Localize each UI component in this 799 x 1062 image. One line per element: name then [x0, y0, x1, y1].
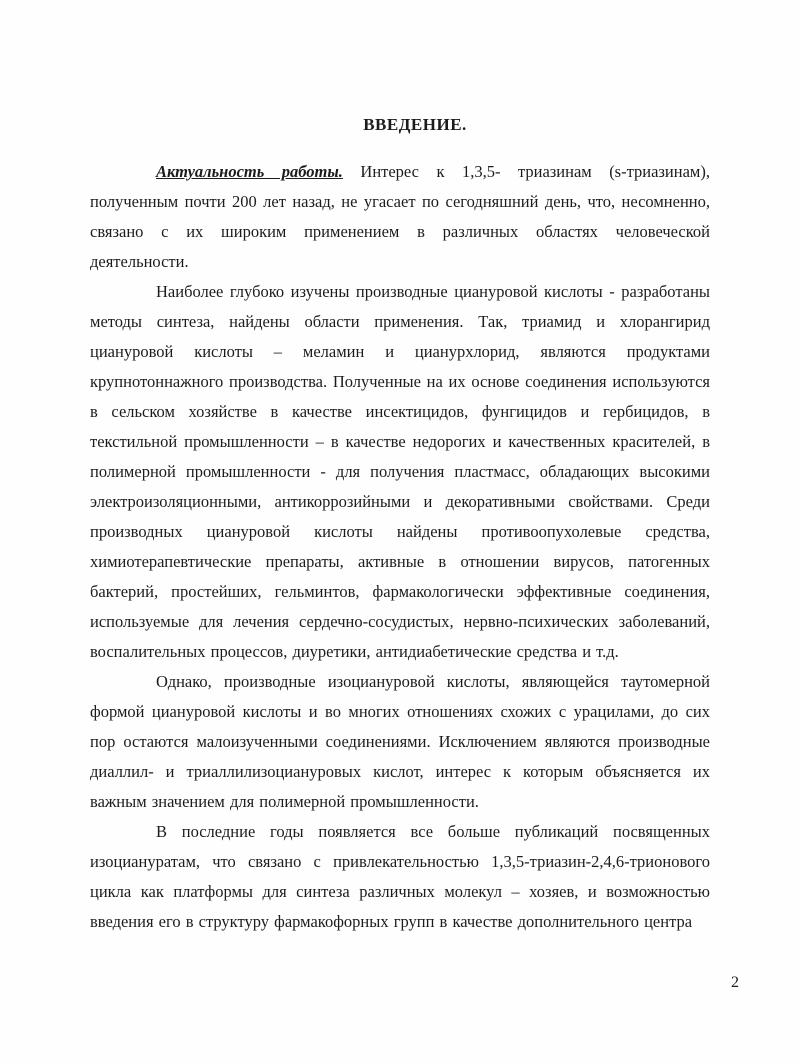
page-number: 2	[731, 974, 739, 991]
document-content	[90, 110, 710, 937]
document-body	[90, 157, 710, 937]
paragraph: Наиболее глубоко изучены производные циануровой кислоты - разработаны методы синтеза, найдены области применения. Так, триамид и хлорангирид циануровой кислоты – меламин и цианурхлорид, являются продуктами крупнотоннажного производства. Полученные на их основе соединения используются в сельском хозяйстве в качестве инсектицидов, фунгицидов и гербицидов, в текстильной промышленности – в качестве недорогих и качественных красителей, в полимерной промышленности - для получения пластмасс, обладающих высокими электроизоляционными, антикоррозийными и декоративными свойствами. Среди производных циануровой кислоты найдены противоопухолевые средства, химиотерапевтические препараты, активные в отношении вирусов, патогенных бактерий, простейших, гельминтов, фармакологически эффективные соединения, используемые для лечения сердечно-сосудистых, нервно-психических заболеваний, воспалительных процессов, диуретики, антидиабетические средства и т.д.	[90, 282, 710, 661]
paragraph: Однако, производные изоциануровой кислоты, являющейся таутомерной формой циануровой кислоты и во многих отношениях схожих с урацилами, до сих пор остаются малоизученными соединениями. Исключением являются производные диаллил- и триаллилизоциануровых кислот, интерес к которым объясняется их важным значением для полимерной промышленности.	[90, 672, 710, 811]
page-title: ВВЕДЕНИЕ.	[363, 115, 467, 134]
paragraph-lead-underlined: Актуальность работы.	[156, 162, 343, 181]
paragraph: В последние годы появляется все больше публикаций посвященных изоциануратам, что связано с привлекательностью 1,3,5-триазин-2,4,6-трионового цикла как платформы для синтеза различных молекул – хозяев, и возможностью введения его в структуру фармакофорных групп в качестве дополнительного центра	[90, 822, 710, 931]
paragraph: Актуальность работы. Интерес к 1,3,5- триазинам (s-триазинам), полученным почти 200 лет назад, не угасает по сегодняшний день, что, несомненно, связано с их широким применением в различных областях человеческой деятельности.	[90, 162, 710, 271]
